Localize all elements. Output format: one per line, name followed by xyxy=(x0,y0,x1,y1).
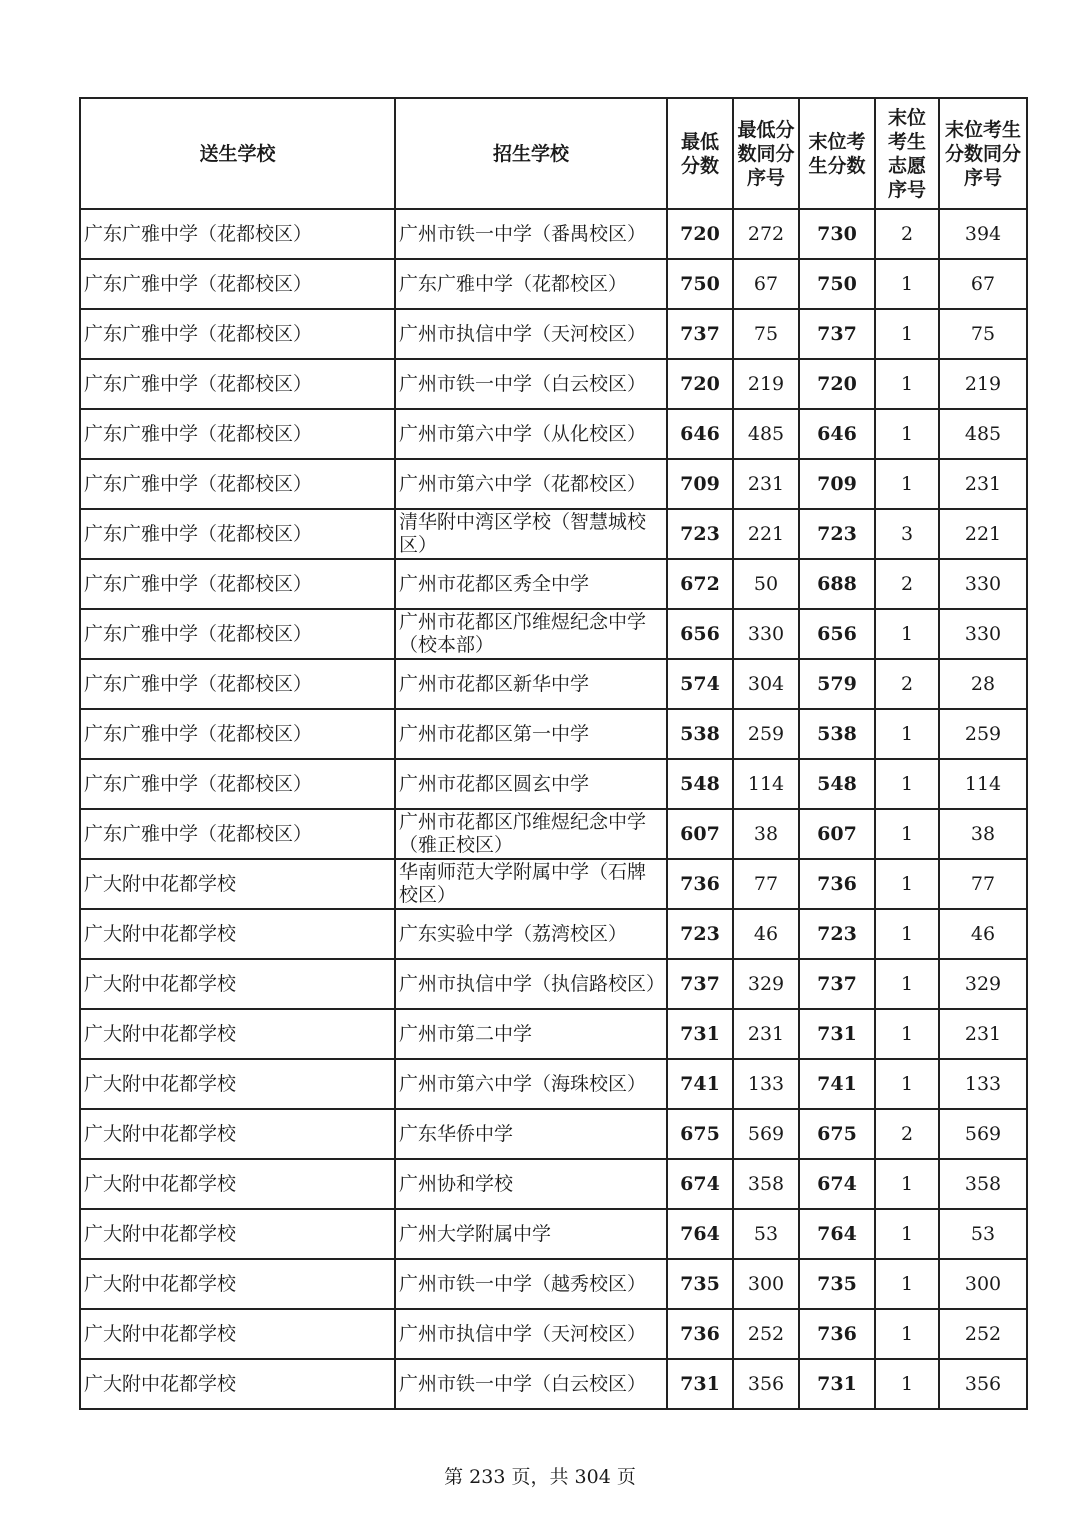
cell-send-school: 广大附中花都学校 xyxy=(80,1209,395,1259)
cell-last-pref: 1 xyxy=(875,459,939,509)
cell-min-score-rank: 50 xyxy=(733,559,799,609)
cell-last-pref: 2 xyxy=(875,1109,939,1159)
cell-min-score: 709 xyxy=(667,459,733,509)
table-row xyxy=(80,1009,1027,1059)
cell-min-score-rank: 252 xyxy=(733,1309,799,1359)
cell-last-pref: 2 xyxy=(875,209,939,259)
cell-last-rank: 330 xyxy=(939,559,1027,609)
cell-recruit-school: 广东实验中学（荔湾校区） xyxy=(395,909,667,959)
cell-last-rank: 252 xyxy=(939,1309,1027,1359)
cell-recruit-school: 广州市花都区第一中学 xyxy=(395,709,667,759)
cell-send-school: 广大附中花都学校 xyxy=(80,909,395,959)
cell-last-score: 656 xyxy=(799,609,875,659)
cell-last-score: 579 xyxy=(799,659,875,709)
cell-last-pref: 1 xyxy=(875,259,939,309)
cell-send-school: 广大附中花都学校 xyxy=(80,1059,395,1109)
cell-min-score: 764 xyxy=(667,1209,733,1259)
cell-last-rank: 231 xyxy=(939,1009,1027,1059)
cell-recruit-school: 广州市铁一中学（番禺校区） xyxy=(395,209,667,259)
cell-min-score: 737 xyxy=(667,309,733,359)
table-row xyxy=(80,1109,1027,1159)
cell-recruit-school: 广州市花都区圆玄中学 xyxy=(395,759,667,809)
cell-last-score: 737 xyxy=(799,309,875,359)
cell-last-score: 736 xyxy=(799,1309,875,1359)
cell-recruit-school: 广州市铁一中学（白云校区） xyxy=(395,1359,667,1409)
cell-last-rank: 219 xyxy=(939,359,1027,409)
cell-last-score: 720 xyxy=(799,359,875,409)
table-row xyxy=(80,1309,1027,1359)
cell-last-rank: 75 xyxy=(939,309,1027,359)
cell-last-rank: 358 xyxy=(939,1159,1027,1209)
cell-last-pref: 1 xyxy=(875,859,939,909)
cell-last-pref: 1 xyxy=(875,409,939,459)
cell-min-score-rank: 114 xyxy=(733,759,799,809)
cell-last-score: 548 xyxy=(799,759,875,809)
cell-last-score: 646 xyxy=(799,409,875,459)
cell-last-score: 731 xyxy=(799,1009,875,1059)
cell-send-school: 广东广雅中学（花都校区） xyxy=(80,209,395,259)
page-number-footer: 第 233 页，共 304 页 xyxy=(444,1466,636,1488)
cell-send-school: 广东广雅中学（花都校区） xyxy=(80,609,395,659)
cell-last-score: 607 xyxy=(799,809,875,859)
cell-last-score: 674 xyxy=(799,1159,875,1209)
header-last-rank: 末位考生分数同分序号 xyxy=(939,98,1027,209)
cell-last-score: 538 xyxy=(799,709,875,759)
cell-send-school: 广东广雅中学（花都校区） xyxy=(80,809,395,859)
cell-send-school: 广大附中花都学校 xyxy=(80,1009,395,1059)
cell-last-rank: 38 xyxy=(939,809,1027,859)
cell-last-score: 709 xyxy=(799,459,875,509)
cell-recruit-school: 广州市执信中学（天河校区） xyxy=(395,309,667,359)
cell-last-score: 723 xyxy=(799,909,875,959)
cell-last-score: 688 xyxy=(799,559,875,609)
cell-send-school: 广东广雅中学（花都校区） xyxy=(80,509,395,559)
cell-min-score-rank: 231 xyxy=(733,1009,799,1059)
cell-recruit-school: 广州市花都区新华中学 xyxy=(395,659,667,709)
cell-min-score-rank: 67 xyxy=(733,259,799,309)
cell-min-score-rank: 133 xyxy=(733,1059,799,1109)
table-row xyxy=(80,459,1027,509)
cell-min-score: 538 xyxy=(667,709,733,759)
cell-last-rank: 221 xyxy=(939,509,1027,559)
header-min-score-rank: 最低分数同分序号 xyxy=(733,98,799,209)
cell-last-score: 764 xyxy=(799,1209,875,1259)
cell-last-rank: 329 xyxy=(939,959,1027,1009)
cell-send-school: 广东广雅中学（花都校区） xyxy=(80,659,395,709)
cell-last-rank: 330 xyxy=(939,609,1027,659)
cell-last-pref: 1 xyxy=(875,1359,939,1409)
table-row xyxy=(80,309,1027,359)
cell-min-score: 656 xyxy=(667,609,733,659)
table-row xyxy=(80,1359,1027,1409)
table-row xyxy=(80,759,1027,809)
cell-last-pref: 1 xyxy=(875,1009,939,1059)
cell-last-pref: 3 xyxy=(875,509,939,559)
cell-last-pref: 2 xyxy=(875,659,939,709)
cell-last-pref: 1 xyxy=(875,909,939,959)
cell-last-pref: 1 xyxy=(875,709,939,759)
cell-min-score: 675 xyxy=(667,1109,733,1159)
cell-min-score: 741 xyxy=(667,1059,733,1109)
cell-min-score: 735 xyxy=(667,1259,733,1309)
table-row xyxy=(80,359,1027,409)
table-row xyxy=(80,559,1027,609)
cell-min-score-rank: 221 xyxy=(733,509,799,559)
cell-send-school: 广东广雅中学（花都校区） xyxy=(80,259,395,309)
cell-send-school: 广大附中花都学校 xyxy=(80,959,395,1009)
cell-send-school: 广大附中花都学校 xyxy=(80,859,395,909)
cell-min-score-rank: 329 xyxy=(733,959,799,1009)
table-row xyxy=(80,609,1027,659)
cell-min-score: 574 xyxy=(667,659,733,709)
cell-last-rank: 394 xyxy=(939,209,1027,259)
cell-min-score-rank: 569 xyxy=(733,1109,799,1159)
cell-min-score: 750 xyxy=(667,259,733,309)
header-last-pref: 末位考生志愿序号 xyxy=(875,98,939,209)
header-recruit-school: 招生学校 xyxy=(395,98,667,209)
cell-min-score: 548 xyxy=(667,759,733,809)
cell-last-rank: 67 xyxy=(939,259,1027,309)
cell-recruit-school: 广州市执信中学（执信路校区） xyxy=(395,959,667,1009)
cell-min-score-rank: 75 xyxy=(733,309,799,359)
header-send-school: 送生学校 xyxy=(80,98,395,209)
table-row xyxy=(80,259,1027,309)
cell-send-school: 广东广雅中学（花都校区） xyxy=(80,459,395,509)
cell-recruit-school: 广州市花都区邝维煜纪念中学（校本部） xyxy=(395,609,667,659)
cell-last-score: 741 xyxy=(799,1059,875,1109)
cell-min-score-rank: 485 xyxy=(733,409,799,459)
cell-min-score: 672 xyxy=(667,559,733,609)
cell-recruit-school: 广州市执信中学（天河校区） xyxy=(395,1309,667,1359)
cell-recruit-school: 广东华侨中学 xyxy=(395,1109,667,1159)
cell-min-score: 731 xyxy=(667,1009,733,1059)
cell-last-pref: 1 xyxy=(875,809,939,859)
cell-min-score-rank: 53 xyxy=(733,1209,799,1259)
table-row xyxy=(80,709,1027,759)
cell-last-rank: 46 xyxy=(939,909,1027,959)
cell-send-school: 广东广雅中学（花都校区） xyxy=(80,559,395,609)
cell-send-school: 广大附中花都学校 xyxy=(80,1109,395,1159)
cell-min-score: 720 xyxy=(667,209,733,259)
cell-last-rank: 114 xyxy=(939,759,1027,809)
table-row xyxy=(80,1059,1027,1109)
cell-recruit-school: 广东广雅中学（花都校区） xyxy=(395,259,667,309)
cell-send-school: 广东广雅中学（花都校区） xyxy=(80,409,395,459)
cell-recruit-school: 广州协和学校 xyxy=(395,1159,667,1209)
table-row xyxy=(80,1159,1027,1209)
header-min-score: 最低分数 xyxy=(667,98,733,209)
cell-min-score-rank: 38 xyxy=(733,809,799,859)
cell-recruit-school: 广州市第六中学（从化校区） xyxy=(395,409,667,459)
cell-last-score: 750 xyxy=(799,259,875,309)
cell-min-score: 646 xyxy=(667,409,733,459)
cell-min-score: 720 xyxy=(667,359,733,409)
table-body xyxy=(80,209,1027,1409)
cell-min-score: 731 xyxy=(667,1359,733,1409)
cell-min-score-rank: 259 xyxy=(733,709,799,759)
cell-send-school: 广大附中花都学校 xyxy=(80,1359,395,1409)
cell-min-score: 723 xyxy=(667,509,733,559)
cell-min-score: 737 xyxy=(667,959,733,1009)
cell-last-score: 735 xyxy=(799,1259,875,1309)
table-row xyxy=(80,909,1027,959)
cell-recruit-school: 广州市铁一中学（白云校区） xyxy=(395,359,667,409)
cell-last-pref: 2 xyxy=(875,559,939,609)
cell-last-score: 737 xyxy=(799,959,875,1009)
cell-last-score: 736 xyxy=(799,859,875,909)
cell-last-pref: 1 xyxy=(875,609,939,659)
cell-last-pref: 1 xyxy=(875,309,939,359)
cell-last-score: 675 xyxy=(799,1109,875,1159)
cell-send-school: 广大附中花都学校 xyxy=(80,1309,395,1359)
cell-recruit-school: 清华附中湾区学校（智慧城校区） xyxy=(395,509,667,559)
cell-last-rank: 259 xyxy=(939,709,1027,759)
cell-min-score-rank: 304 xyxy=(733,659,799,709)
table-row xyxy=(80,1259,1027,1309)
cell-last-rank: 28 xyxy=(939,659,1027,709)
cell-send-school: 广东广雅中学（花都校区） xyxy=(80,709,395,759)
cell-recruit-school: 广州大学附属中学 xyxy=(395,1209,667,1259)
cell-last-pref: 1 xyxy=(875,759,939,809)
cell-min-score-rank: 219 xyxy=(733,359,799,409)
cell-last-pref: 1 xyxy=(875,1259,939,1309)
cell-last-rank: 569 xyxy=(939,1109,1027,1159)
cell-recruit-school: 广州市第六中学（花都校区） xyxy=(395,459,667,509)
cell-send-school: 广东广雅中学（花都校区） xyxy=(80,359,395,409)
table-row xyxy=(80,509,1027,559)
cell-min-score: 607 xyxy=(667,809,733,859)
cell-recruit-school: 广州市花都区秀全中学 xyxy=(395,559,667,609)
cell-last-rank: 485 xyxy=(939,409,1027,459)
table-row xyxy=(80,959,1027,1009)
cell-min-score: 736 xyxy=(667,859,733,909)
cell-recruit-school: 广州市花都区邝维煜纪念中学（雅正校区） xyxy=(395,809,667,859)
cell-recruit-school: 广州市第六中学（海珠校区） xyxy=(395,1059,667,1109)
cell-send-school: 广东广雅中学（花都校区） xyxy=(80,309,395,359)
cell-last-pref: 1 xyxy=(875,1059,939,1109)
cell-last-rank: 300 xyxy=(939,1259,1027,1309)
admission-table xyxy=(79,97,1028,1410)
cell-last-score: 723 xyxy=(799,509,875,559)
cell-last-rank: 231 xyxy=(939,459,1027,509)
table-row xyxy=(80,1209,1027,1259)
table-row xyxy=(80,659,1027,709)
cell-send-school: 广大附中花都学校 xyxy=(80,1159,395,1209)
cell-recruit-school: 广州市铁一中学（越秀校区） xyxy=(395,1259,667,1309)
cell-send-school: 广东广雅中学（花都校区） xyxy=(80,759,395,809)
cell-min-score-rank: 77 xyxy=(733,859,799,909)
header-row xyxy=(80,98,1027,209)
cell-min-score: 736 xyxy=(667,1309,733,1359)
cell-last-pref: 1 xyxy=(875,1309,939,1359)
cell-min-score: 674 xyxy=(667,1159,733,1209)
cell-send-school: 广大附中花都学校 xyxy=(80,1259,395,1309)
cell-last-score: 730 xyxy=(799,209,875,259)
cell-min-score-rank: 231 xyxy=(733,459,799,509)
cell-min-score-rank: 358 xyxy=(733,1159,799,1209)
cell-last-rank: 53 xyxy=(939,1209,1027,1259)
cell-recruit-school: 广州市第二中学 xyxy=(395,1009,667,1059)
cell-last-pref: 1 xyxy=(875,959,939,1009)
cell-last-pref: 1 xyxy=(875,1209,939,1259)
cell-min-score-rank: 356 xyxy=(733,1359,799,1409)
cell-min-score-rank: 330 xyxy=(733,609,799,659)
cell-last-rank: 77 xyxy=(939,859,1027,909)
cell-last-pref: 1 xyxy=(875,359,939,409)
table-row xyxy=(80,209,1027,259)
header-last-score: 末位考生分数 xyxy=(799,98,875,209)
cell-min-score-rank: 300 xyxy=(733,1259,799,1309)
table-row xyxy=(80,859,1027,909)
cell-min-score: 723 xyxy=(667,909,733,959)
table-row xyxy=(80,809,1027,859)
cell-last-rank: 356 xyxy=(939,1359,1027,1409)
cell-min-score-rank: 46 xyxy=(733,909,799,959)
cell-min-score-rank: 272 xyxy=(733,209,799,259)
cell-last-score: 731 xyxy=(799,1359,875,1409)
cell-last-pref: 1 xyxy=(875,1159,939,1209)
admission-table-sheet xyxy=(79,97,1028,1410)
cell-last-rank: 133 xyxy=(939,1059,1027,1109)
table-header xyxy=(80,98,1027,209)
cell-recruit-school: 华南师范大学附属中学（石牌校区） xyxy=(395,859,667,909)
table-row xyxy=(80,409,1027,459)
